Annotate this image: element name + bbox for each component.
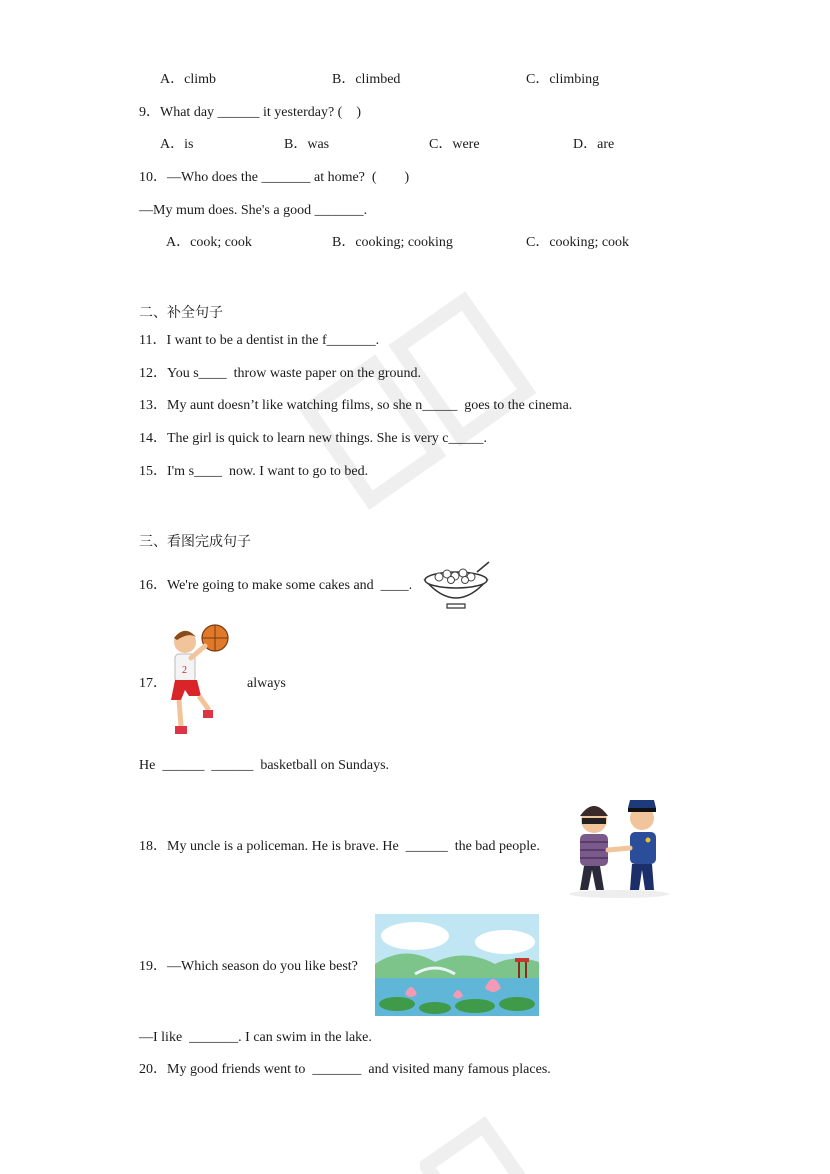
question-15: 15．I'm s____ now. I want to go to bed. <box>139 464 369 479</box>
q8-option-c: C．climbing <box>526 72 600 87</box>
question-19: 19．—Which season do you like best? <box>139 959 358 974</box>
section-3-title: 三、看图完成句子 <box>139 534 251 550</box>
q10-reply: —My mum does. She's a good _______. <box>139 203 368 218</box>
question-19-reply: —I like _______. I can swim in the lake. <box>139 1030 372 1045</box>
question-13: 13．My aunt doesn’t like watching films, so she n_____ goes to the cinema. <box>139 398 573 413</box>
q8-option-b: B．climbed <box>332 72 401 87</box>
bowl-of-dumplings-icon <box>421 560 491 612</box>
watermark <box>420 1110 560 1174</box>
q8-option-a: A．climb <box>160 72 216 87</box>
q9-option-a: A．is <box>160 137 194 152</box>
section-2-title: 二、补全句子 <box>139 305 223 321</box>
question-17-word: always <box>247 676 286 691</box>
q10-option-a: A．cook; cook <box>166 235 252 250</box>
question-16: 16．We're going to make some cakes and ____. <box>139 578 413 593</box>
q9-option-c: C．were <box>429 137 480 152</box>
boy-playing-basketball-icon <box>163 622 233 740</box>
q10-option-b: B．cooking; cooking <box>332 235 453 250</box>
svg-text:2: 2 <box>182 665 187 676</box>
q9-option-d: D．are <box>573 137 615 152</box>
question-12: 12．You s____ throw waste paper on the ground. <box>139 366 422 381</box>
question-20: 20．My good friends went to _______ and visited many famous places. <box>139 1062 551 1077</box>
q9-option-b: B．was <box>284 137 330 152</box>
question-11: 11．I want to be a dentist in the f_______. <box>139 333 380 348</box>
q10-option-c: C．cooking; cook <box>526 235 630 250</box>
policeman-arresting-thief-icon <box>566 790 672 898</box>
question-17-number: 17． <box>139 676 167 691</box>
summer-lotus-lake-icon <box>375 914 539 1016</box>
q10-stem: 10．—Who does the _______ at home? ( ) <box>139 170 410 185</box>
question-18: 18．My uncle is a policeman. He is brave. He ______ the bad people. <box>139 839 540 854</box>
question-14: 14．The girl is quick to learn new things. She is very c_____. <box>139 431 487 446</box>
question-17-sentence: He ______ ______ basketball on Sundays. <box>139 758 390 773</box>
q9-stem: 9．What day ______ it yesterday? ( ) <box>139 105 361 120</box>
